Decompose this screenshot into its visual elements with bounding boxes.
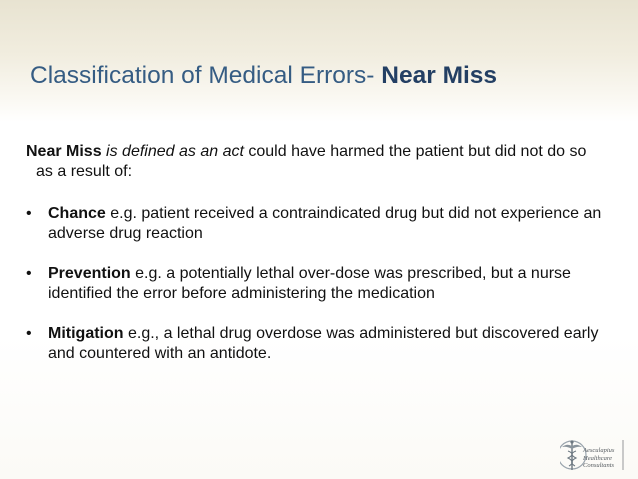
- logo-line-1: Aesculapius: [583, 447, 615, 454]
- bullet-item-mitigation: [26, 324, 606, 364]
- slide-title-bold: Near Miss: [381, 62, 498, 89]
- bullet-symbol: •: [26, 265, 32, 282]
- bullet-text: e.g. patient received a contraindicated drug but did not experience an adverse drug reaction: [48, 205, 602, 242]
- slide-title: [30, 62, 497, 90]
- bullet-item-prevention: [26, 264, 606, 304]
- intro-paragraph: [26, 142, 606, 182]
- bullet-symbol: •: [26, 325, 32, 342]
- bullet-item-chance: [26, 204, 606, 244]
- intro-italic: is defined as an act: [106, 143, 244, 160]
- logo-line-2: Healthcare: [583, 454, 612, 462]
- intro-term: Near Miss: [26, 143, 102, 160]
- slide-title-regular: Classification of Medical Errors-: [30, 62, 382, 89]
- logo-text: [583, 447, 614, 470]
- bullet-text: e.g., a lethal drug overdose was administered but discovered early and countered with an antidote.: [48, 325, 599, 362]
- intro-rest: could have harmed the patient but did not do so as a result of:: [36, 143, 587, 180]
- bullet-text: e.g. a potentially lethal over-dose was prescribed, but a nurse identified the error before administering the medication: [48, 265, 571, 302]
- bullet-term: Mitigation: [48, 325, 124, 342]
- title-band: [0, 0, 638, 122]
- slide-body: [26, 142, 606, 364]
- bullet-term: Prevention: [48, 265, 131, 282]
- bullet-symbol: •: [26, 205, 32, 222]
- bullet-term: Chance: [48, 205, 106, 222]
- logo-line-3: Consultants: [583, 462, 615, 469]
